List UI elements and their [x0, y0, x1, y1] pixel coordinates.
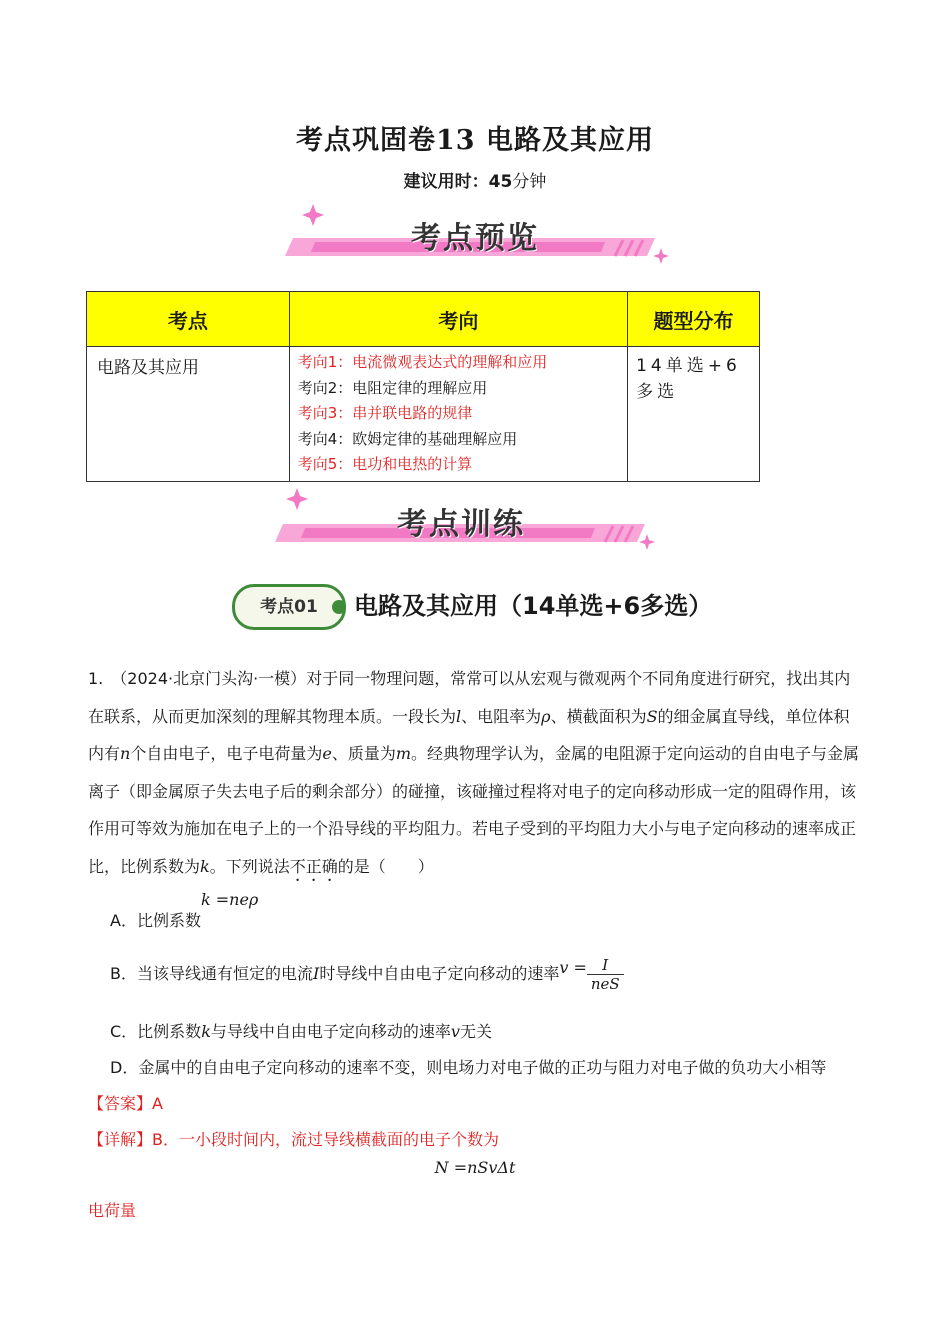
- section-title: 电路及其应用（14单选+6多选）: [354, 592, 713, 620]
- directions-cell: [289, 347, 627, 482]
- option-d: D．金属中的自由电子定向移动的速率不变，则电场力对电子做的正功与阻力对电子做的负功大小相等: [110, 1058, 827, 1077]
- topic-badge: 考点01: [232, 584, 346, 630]
- emphasis-not-correct: 不正确: [289, 856, 338, 876]
- direction-item: 考向4：欧姆定律的基础理解应用: [297, 429, 518, 448]
- direction-item: 考向1：电流微观表达式的理解和应用: [297, 353, 548, 371]
- formula-a: k =neρ: [200, 890, 259, 909]
- training-banner: [275, 486, 675, 558]
- distribution-cell: 14单选+6多选: [628, 347, 760, 482]
- answer-line: 【答案】A: [88, 1094, 163, 1113]
- leaf-icon: [332, 600, 346, 614]
- option-a: A．比例系数k =neρ: [110, 890, 259, 930]
- detail-line: 【详解】B．一小段时间内，流过导线横截面的电子个数为: [88, 1130, 499, 1149]
- banner-title: 考点训练: [397, 507, 525, 542]
- option-c: C．比例系数k与导线中自由电子定向移动的速率v无关: [110, 1022, 492, 1041]
- direction-item: 考向3：串并联电路的规律: [297, 404, 473, 422]
- direction-item: 考向2：电阻定律的理解应用: [297, 378, 488, 397]
- charge-line: 电荷量: [88, 1201, 137, 1220]
- header-topic: 考点: [87, 292, 290, 347]
- question-stem: 1. （2024·北京门头沟·一模）对于同一物理问题，常常可以从宏观与微观两个不同角度进行研究，找出其内在联系，从而更加深刻的理解其物理本质。一段长为l、电阻率为ρ、横截面积为S的细金属直导线，单位体积内有n个自由电子，电子电荷量为e、质量为m。经典物理学认为，金属的电阻源于定向运动的自由电子与金属离子（即金属原子失去电子后的剩余部分）的碰撞，该碰撞过程将对电子的定向移动形成一定的阻碍作用，该作用可等效为施加在电子上的一个沿导线的平均阻力。若电子受到的平均阻力大小与电子定向移动的速率成正比，比例系数为k。下列说法不正确的是（ ）: [88, 669, 860, 876]
- topic-cell: 电路及其应用: [87, 347, 290, 482]
- section-heading: [232, 580, 752, 630]
- preview-banner: [275, 200, 675, 272]
- banner-title: 考点预览: [411, 221, 539, 256]
- topic-overview-table: [86, 291, 760, 482]
- formula-b: $\frac{I}{\text{neS}}$: [587, 956, 624, 993]
- option-b: B．当该导线通有恒定的电流I时导线中自由电子定向移动的速率v = $\frac{I}{\text{neS}}$: [110, 956, 624, 993]
- header-direction: 考向: [289, 292, 627, 347]
- formula-n: N =nSvΔt: [434, 1158, 516, 1177]
- direction-item: 考向5：电功和电热的计算: [297, 455, 473, 473]
- page-title: 考点巩固卷13 电路及其应用: [296, 125, 654, 156]
- header-distribution: 题型分布: [628, 292, 760, 347]
- suggested-time: 建议用时：45分钟: [403, 172, 547, 192]
